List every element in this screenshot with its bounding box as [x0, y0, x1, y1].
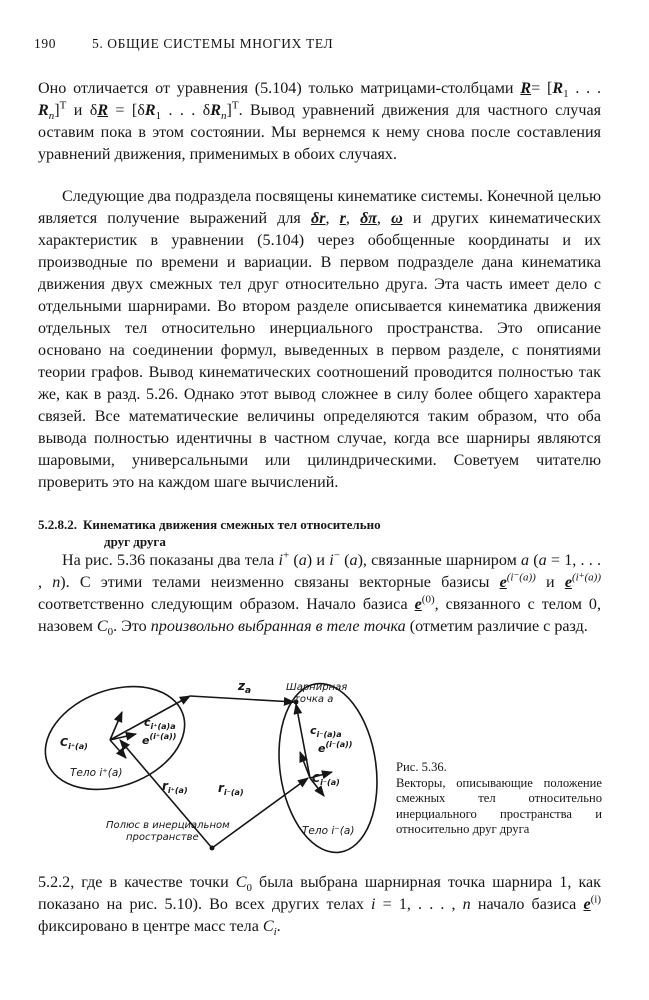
text-run: = 1, . . . ,: [38, 552, 602, 591]
Rn-ddot: R: [38, 102, 49, 119]
text-run: ). С этими телами неизменно связаны векторные базисы: [60, 574, 500, 591]
section-title-line1: Кинематика движения смежных тел относительно: [83, 517, 381, 532]
page-number: 190: [34, 36, 57, 51]
text-run: = [: [108, 102, 138, 119]
figure-diagram: [40, 678, 392, 858]
italic-phrase: произвольно выбранная в теле точка: [150, 618, 406, 635]
text-run: (: [529, 552, 539, 569]
subscript: 0: [246, 882, 252, 895]
label-za: $z_a$: [238, 679, 252, 696]
text-run: , связанного с телом 0, назовем: [38, 596, 601, 635]
running-header: [34, 36, 614, 54]
text-run: ]: [226, 102, 232, 119]
subscript: 1: [563, 88, 569, 101]
text-run: На рис. 5.36 показаны два тела: [62, 552, 279, 569]
comma: ,: [376, 210, 392, 227]
label-body-minus: Тело i⁻(a): [302, 825, 355, 837]
figure-5-36: [40, 678, 392, 858]
text-run: = [: [531, 80, 553, 97]
basis-minus-1: [300, 752, 310, 778]
text-run: Следующие два подраздела посвящены кинематике системы. Конечной целью является получение выражений для: [38, 188, 601, 227]
Rn: R: [210, 102, 222, 119]
text-run: и: [66, 102, 90, 119]
comma: ,: [325, 210, 340, 227]
subscript: i: [273, 926, 277, 939]
text-run: .: [276, 918, 281, 935]
paragraph-1: [38, 78, 601, 166]
label-e-minus: $e^{(i^-(a))}$: [318, 740, 353, 755]
delta: δ: [89, 102, 98, 119]
text-run: фиксировано в центре масс тела: [38, 918, 263, 935]
R1-ddot: R: [552, 80, 564, 97]
text-run: Оно отличается от уравнения (5.104) только матрицами-столбцами: [38, 80, 514, 97]
text-run: . Вывод уравнений движения для частного случая оставим пока в этом состоянии. Мы вернемся к нему снова после составления уравнений движения, применимых в обоих случаях.: [38, 102, 601, 163]
label-e-plus: $e^{(i^+(a))}$: [142, 732, 177, 747]
figure-caption: [396, 760, 602, 838]
label-r-plus: $r_{i^+(a)}$: [162, 779, 188, 795]
var-n: n: [462, 896, 471, 913]
label-Ci-plus: $C_{i^+(a)}$: [60, 736, 88, 751]
delta-r: δr: [310, 210, 326, 227]
text-run: соответственно следующим образом. Начало базиса: [38, 596, 415, 613]
text-run: ]: [54, 102, 60, 119]
comma: ,: [345, 210, 361, 227]
caption-text: Векторы, описывающие положение смежных тел относительно инерциального пространства и относительно друг друга: [396, 775, 602, 837]
text-run: ) и: [306, 552, 330, 569]
i-minus: i: [329, 552, 334, 569]
superscript: T: [231, 99, 239, 112]
text-run: = 1, . . . ,: [375, 896, 463, 913]
basis-e: e: [583, 896, 591, 913]
label-ci-plus-a: $c_{i^+(a)a}$: [144, 716, 176, 731]
text-run: ), связанные шарниром: [357, 552, 521, 569]
R1: R: [144, 102, 156, 119]
var-a: a: [521, 552, 530, 569]
superscript: (i): [590, 893, 601, 906]
var-a: a: [298, 552, 307, 569]
section-heading: [38, 516, 601, 550]
label-body-plus: Тело i⁺(a): [70, 767, 123, 779]
paragraph-2: [38, 186, 601, 494]
text-run: начало базиса: [470, 896, 584, 913]
superscript: (0): [421, 593, 435, 606]
paragraph-3: На рис. 5.36 показаны два тела i+ (a) и i− (a), связанные шарниром a (a = 1, . . . , n). С этими телами неизменно связаны векторные базисы $e^{(i^-(a))}$ и $e^{(i^+(a))}$ соответственно следующим образом. Начало базиса $e^{(0)}$, связанного с телом 0, назовем $C_0$. Это произвольно выбранная в теле точка (отметим различие с разд.: [38, 549, 602, 639]
label-hinge-2: точка a: [294, 694, 334, 705]
subscript: 0: [107, 626, 114, 639]
subscript: n: [221, 110, 227, 123]
text-run: была выбрана шарнирная точка шарнира 1, как показано на рис. 5.10). Во всех других телах: [38, 874, 601, 913]
delta: δ: [137, 102, 145, 119]
label-r-minus: $r_{i^-(a)}$: [218, 781, 244, 797]
var-C: C: [235, 874, 247, 891]
basis-e: e: [499, 574, 507, 591]
delta: δ: [202, 102, 211, 119]
subscript: 1: [155, 110, 162, 123]
label-Ci-minus: $C_{i^-(a)}$: [312, 772, 340, 787]
r-ddot: r: [339, 210, 346, 227]
var-C: C: [96, 618, 108, 635]
text-run: и других кинематических характеристик в уравнении (5.104) через обобщенные координаты и их производные по времени и вариации. В первом подразделе дана кинематика движения двух смежных тел друг относительно друга. Эта часть имеет дело с отдельными шарнирами. Во втором разделе описывается кинематика движения отдельных тел относительно инерциального пространства. Это описание основано на соединении формул, выведенных в первом разделе, с понятиями теории графов. Вывод кинематических соотношений проводится полностью так же, как в разд. 5.26. Однако этот вывод сложнее в силу более общего характера связей. Все математические величины определяются таким образом, что оба вывода полностью идентичны в частном случае, когда все шарниры являются шаровыми, универсальными или цилиндрическими. Советуем читателю проверить это на каждом шаге вычислений.: [38, 210, 601, 491]
label-hinge-1: Шарнирная: [286, 682, 348, 693]
basis-e: e: [564, 574, 572, 591]
text-run: . . .: [568, 80, 601, 97]
R-ddot: R: [520, 80, 532, 97]
superscript: (i⁺(a)): [571, 571, 601, 584]
superscript: (i⁻(a)): [506, 571, 536, 584]
label-pole-1: Полюс в инерциальном: [106, 820, 230, 831]
omega-dot: ω: [391, 210, 403, 227]
text-run: (: [289, 552, 299, 569]
text-run: . Это: [113, 618, 151, 635]
basis-plus-3: [110, 740, 126, 758]
paragraph-4: [38, 872, 601, 938]
section-title-line2: друг друга: [104, 534, 166, 549]
text-run: и: [535, 574, 565, 591]
R-vec: R: [97, 102, 109, 119]
var-i: i: [371, 896, 376, 913]
delta-pi: δπ: [360, 210, 377, 227]
var-n: n: [52, 574, 61, 591]
var-C: C: [262, 918, 274, 935]
section-number: 5.2.8.2.: [38, 517, 77, 532]
label-ci-minus-a: $c_{i^-(a)a}$: [310, 724, 342, 739]
subscript: n: [48, 110, 55, 123]
pole-point: [210, 846, 215, 851]
label-pole-2: пространстве: [126, 832, 199, 843]
text-run: (отметим различие с разд.: [405, 618, 588, 635]
caption-title: Рис. 5.36.: [396, 760, 447, 774]
c-minus-vector: [296, 704, 310, 778]
text-run: . . .: [161, 102, 203, 119]
superscript: T: [59, 99, 67, 112]
var-a: a: [349, 552, 358, 569]
chapter-title: 5. ОБЩИЕ СИСТЕМЫ МНОГИХ ТЕЛ: [92, 36, 334, 51]
i-plus: i: [278, 552, 283, 569]
var-a: a: [538, 552, 547, 569]
basis-e: e: [414, 596, 422, 613]
text-run: 5.2.2, где в качестве точки: [38, 874, 236, 891]
text-run: (: [339, 552, 350, 569]
za-vector: [190, 696, 294, 702]
